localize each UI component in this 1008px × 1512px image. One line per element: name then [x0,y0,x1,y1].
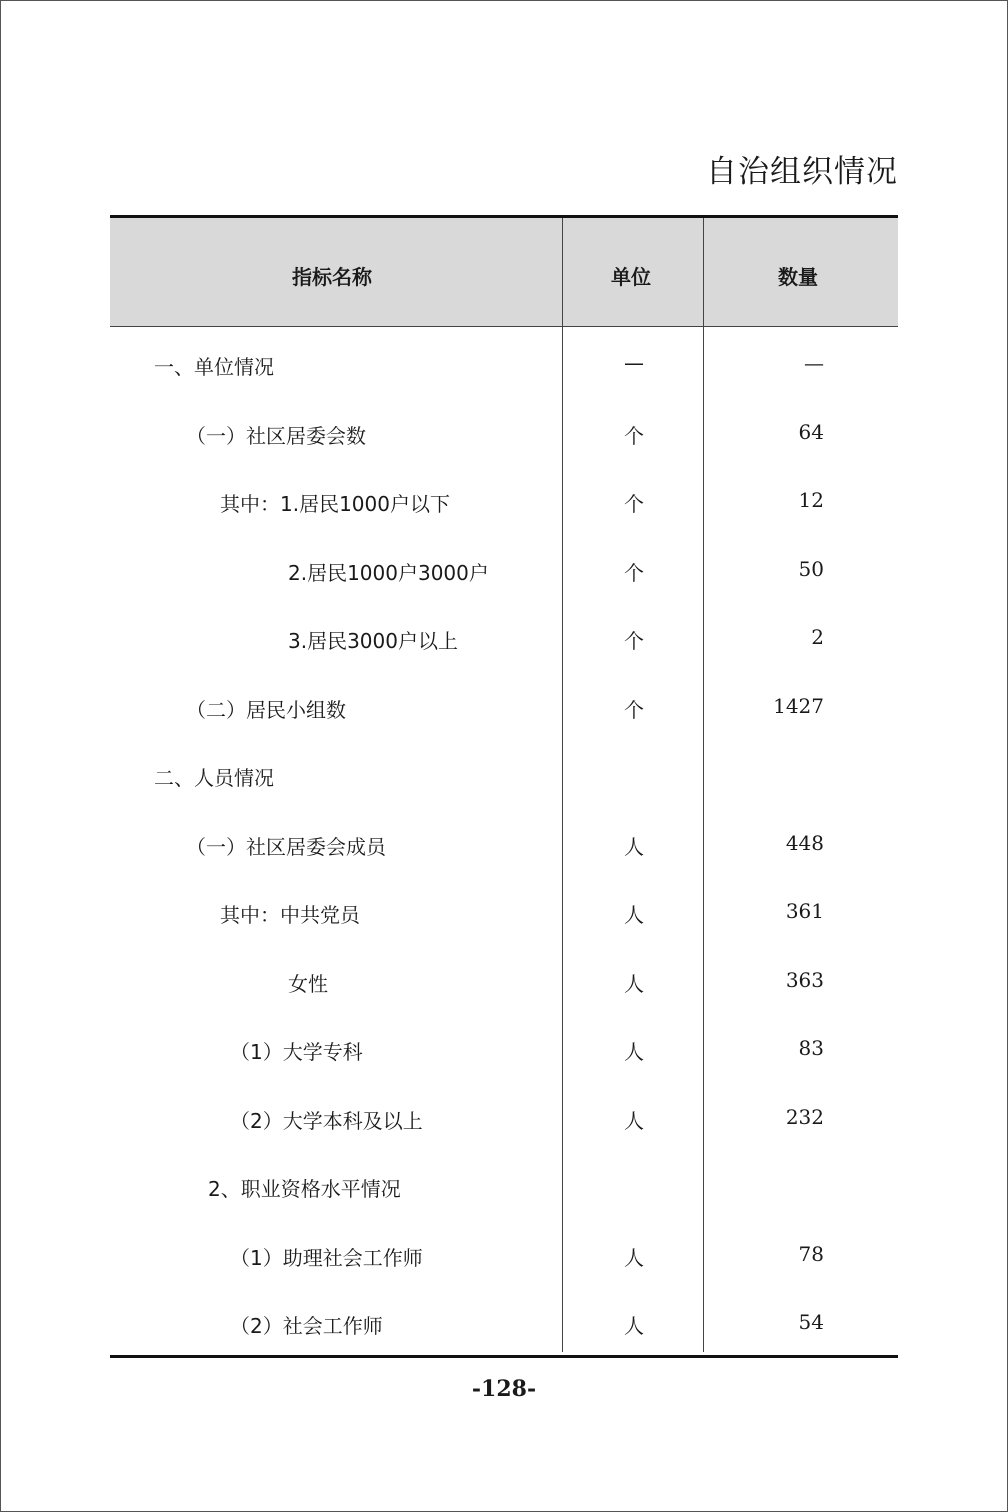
row-quantity: 83 [798,1036,824,1060]
table-row [110,825,898,865]
table-row [110,1236,898,1276]
table-row [110,756,898,796]
row-unit: 个 [624,492,644,516]
header-name: 指标名称 [292,265,372,289]
row-label: 3.居民3000户以上 [288,629,458,653]
table-row [110,551,898,591]
row-quantity: 2 [811,625,824,649]
table-header [110,218,898,327]
table-row [110,688,898,728]
table-row [110,345,898,385]
row-label: 其中：1.居民1000户以下 [220,492,450,516]
row-unit: 个 [624,697,644,722]
table-row [110,962,898,1002]
row-quantity: 12 [798,488,824,512]
row-label: （一）社区居委会成员 [186,834,386,859]
row-label: （1）大学专科 [230,1040,363,1064]
row-unit: 人 [624,1314,644,1338]
row-label: 女性 [288,971,328,996]
row-quantity: 54 [798,1310,824,1334]
header-quantity: 数量 [778,265,818,289]
row-label: （1）助理社会工作师 [230,1245,423,1270]
row-unit: 人 [624,834,644,859]
table-row [110,482,898,522]
row-unit: 人 [624,971,644,996]
row-quantity: 448 [785,830,824,855]
row-unit: 个 [624,560,644,585]
row-label: 2.居民1000户3000户 [288,560,489,585]
row-unit: 个 [624,423,644,448]
row-unit: — [624,351,644,375]
row-label: 其中：中共党员 [220,903,360,927]
row-unit: 人 [624,1040,644,1064]
row-quantity: 1427 [773,693,824,718]
table-row [110,1030,898,1070]
row-quantity: 232 [785,1104,824,1129]
row-quantity: 64 [798,419,824,444]
row-unit: 个 [624,629,644,653]
row-quantity: 78 [798,1241,824,1266]
row-label: （二）居民小组数 [186,697,346,722]
row-unit: 人 [624,1108,644,1133]
row-quantity: 363 [785,967,824,992]
page-title: 自治组织情况 [706,154,898,190]
statistics-table [110,215,898,1358]
row-label: （2）社会工作师 [230,1314,383,1338]
table-row [110,619,898,659]
page-number: -128- [471,1376,537,1402]
row-label: 2、职业资格水平情况 [208,1177,401,1201]
row-label: 二、人员情况 [154,766,274,790]
table-row [110,1167,898,1207]
table-row [110,1304,898,1344]
table-row [110,893,898,933]
table-row [110,414,898,454]
row-label: （一）社区居委会数 [186,423,366,448]
header-unit: 单位 [611,265,651,289]
row-label: （2）大学本科及以上 [230,1108,423,1133]
row-unit: 人 [624,1245,644,1270]
row-unit: 人 [624,903,644,927]
row-label: 一、单位情况 [154,355,274,379]
row-quantity: 50 [798,556,824,581]
table-row [110,1099,898,1139]
row-quantity: 361 [785,899,824,923]
row-quantity: — [804,351,824,375]
